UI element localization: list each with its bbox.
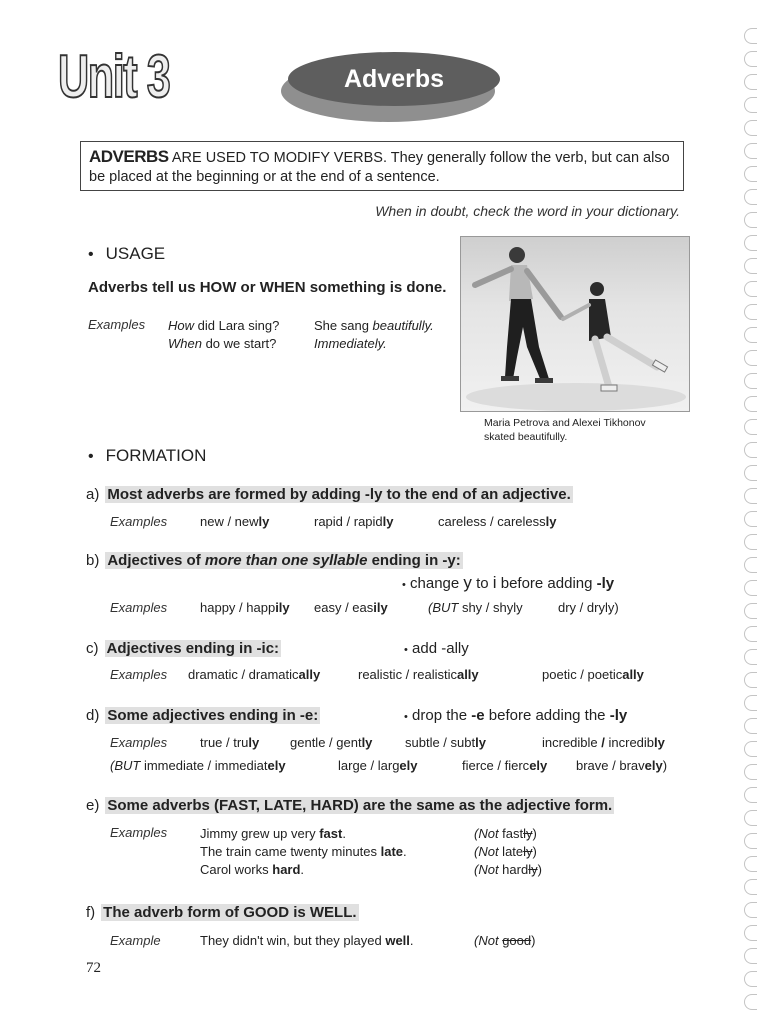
ex-base: immediate / immediat — [140, 758, 268, 773]
binding-ring — [744, 879, 757, 895]
ex-suffix: ly — [475, 735, 486, 750]
ex-suffix: ally — [298, 667, 321, 682]
rule-a-text: Most adverbs are formed by adding -ly to the end of an adjective. — [107, 486, 571, 503]
s-bold: hard — [272, 862, 301, 877]
note-mid: to — [471, 575, 493, 592]
rule-e-not-1 — [474, 825, 542, 843]
intro-text-line1: They generally follow the verb, but can also — [390, 150, 670, 166]
usage-answers — [314, 317, 434, 353]
rule-c-ex2 — [358, 667, 479, 682]
rule-c-ex1 — [188, 667, 320, 682]
rule-c-ex3 — [542, 667, 644, 682]
binding-ring — [744, 787, 757, 803]
rule-d-but-3 — [462, 758, 547, 773]
caption-line-1: Maria Petrova and Alexei Tikhonov — [484, 417, 646, 429]
binding-ring — [744, 925, 757, 941]
usage-examples-label: Examples — [88, 317, 146, 332]
rule-c-text: Adjectives ending in -ic: — [106, 640, 280, 657]
ex-suffix: ily — [373, 600, 388, 615]
unit-title: Unit 3 — [58, 43, 170, 110]
ex-base: new / new — [200, 514, 259, 529]
ex-end: ) — [662, 758, 668, 773]
rule-d-text: Some adjectives ending in -e: — [107, 707, 319, 724]
usage-statement: Adverbs tell us HOW or WHEN something is done. — [88, 279, 447, 296]
but-italic: (BUT — [110, 758, 141, 773]
ex-base: gentle / gent — [290, 735, 362, 750]
rule-b-pre: Adjectives of — [107, 552, 205, 569]
binding-ring — [744, 741, 757, 757]
not-italic: (Not — [474, 844, 499, 859]
ex-suffix: ly — [248, 735, 260, 750]
ex-base: fierce / fierc — [462, 758, 530, 773]
note-pre: change — [410, 575, 464, 592]
ex-suffix: ly — [258, 514, 270, 529]
not-strike: good — [502, 933, 532, 948]
rule-e-examples-label: Examples — [110, 825, 168, 840]
rule-f-example-label: Example — [110, 933, 161, 948]
q2-rest: do we start? — [201, 336, 277, 351]
binding-ring — [744, 948, 757, 964]
binding-ring — [744, 396, 757, 412]
binding-ring — [744, 281, 757, 297]
binding-ring — [744, 28, 757, 44]
rule-d-ex4 — [542, 735, 665, 750]
s-bold: well — [385, 933, 410, 948]
intro-lead-rest: ARE USED TO MODIFY VERBS. — [171, 150, 387, 166]
binding-ring — [744, 212, 757, 228]
usage-heading — [88, 244, 165, 264]
note-post: before adding — [496, 575, 597, 592]
usage-question-1 — [168, 317, 279, 335]
topic-title: Adverbs — [343, 64, 445, 93]
bullet-icon: • — [88, 246, 94, 263]
ex-base: brave / brav — [576, 758, 645, 773]
rule-f-not — [474, 933, 535, 948]
q2-italic: When — [168, 336, 202, 351]
binding-ring — [744, 465, 757, 481]
rule-d-but-1 — [110, 758, 286, 773]
ex-base: poetic / poetic — [542, 667, 623, 682]
rule-c-label: c) — [86, 640, 99, 657]
ex-mid: incredib — [604, 735, 655, 750]
not-end: ) — [532, 826, 537, 841]
binding-ring — [744, 120, 757, 136]
rule-b-but — [428, 600, 523, 615]
q1-italic: How — [168, 318, 195, 333]
usage-heading-text: USAGE — [105, 244, 166, 263]
rule-c-note — [404, 640, 469, 657]
topic-pill — [288, 52, 500, 106]
rule-d-ex1 — [200, 735, 259, 750]
bullet-icon: • — [404, 711, 408, 723]
binding-ring — [744, 327, 757, 343]
rule-d-but-4 — [576, 758, 667, 773]
rule-e-not-2 — [474, 843, 542, 861]
rule-f-sentence — [200, 933, 414, 948]
rule-b-ex2 — [314, 600, 388, 615]
rule-f-text: The adverb form of GOOD is WELL. — [103, 904, 357, 921]
rule-e-text: Some adverbs (FAST, LATE, HARD) are the same as the adjective form. — [107, 797, 613, 814]
s-end: . — [409, 933, 414, 948]
usage-answer-2 — [314, 335, 434, 353]
bullet-icon: • — [88, 448, 94, 465]
rule-a-ex2 — [314, 514, 394, 529]
intro-text-line2: be placed at the beginning or at the end of a sentence. — [89, 169, 440, 185]
s-end: . — [403, 844, 407, 859]
not-base: fast — [498, 826, 524, 841]
ex-suffix: ly — [382, 514, 394, 529]
s-base: They didn't win, but they played — [200, 933, 386, 948]
binding-ring — [744, 189, 757, 205]
rule-e-label: e) — [86, 797, 100, 814]
s-end: . — [342, 826, 346, 841]
rule-f — [86, 904, 359, 921]
binding-ring — [744, 97, 757, 113]
ex-slash: / — [601, 735, 605, 750]
rule-c-examples-label: Examples — [110, 667, 168, 682]
ex-suffix: ely — [529, 758, 548, 773]
ex-base: incredible — [542, 735, 602, 750]
s-bold: fast — [319, 826, 343, 841]
rule-c — [86, 640, 281, 657]
usage-questions — [168, 317, 279, 353]
s-end: . — [300, 862, 305, 877]
rule-b-label: b) — [86, 552, 100, 569]
rule-e — [86, 797, 614, 814]
binding-ring — [744, 856, 757, 872]
binding-ring — [744, 695, 757, 711]
s-base: The train came twenty minutes — [200, 844, 381, 859]
ex-base: dramatic / dramatic — [188, 667, 299, 682]
ex-suffix: ely — [644, 758, 663, 773]
ex-suffix: ly — [654, 735, 665, 750]
ex-suffix: ly — [545, 514, 557, 529]
rule-b — [86, 552, 463, 569]
ex-base: happy / happ — [200, 600, 276, 615]
formation-heading-text: FORMATION — [105, 446, 207, 465]
binding-ring — [744, 764, 757, 780]
formation-heading — [88, 446, 206, 466]
binding-ring — [744, 304, 757, 320]
not-strike: ly — [528, 862, 538, 877]
binding-ring — [744, 166, 757, 182]
a1-plain: She sang — [314, 318, 373, 333]
rule-e-sentence-3 — [200, 861, 407, 879]
usage-answer-1 — [314, 317, 434, 335]
not-end: ) — [537, 862, 542, 877]
rule-a-ex3 — [438, 514, 557, 529]
binding-ring — [744, 833, 757, 849]
photo-caption — [484, 416, 684, 444]
note-ly: -ly — [596, 575, 615, 592]
intro-lead-word: ADVERBS — [89, 147, 169, 166]
dictionary-note: When in doubt, check the word in your dictionary. — [375, 203, 680, 219]
not-italic: (Not — [474, 933, 499, 948]
ex-base: careless / careless — [438, 514, 546, 529]
but-italic: (BUT — [428, 600, 459, 615]
not-base: hard — [498, 862, 529, 877]
binding-ring — [744, 672, 757, 688]
ex-base: rapid / rapid — [314, 514, 383, 529]
intro-box — [80, 141, 684, 191]
a1-italic: beautifully. — [372, 318, 434, 333]
binding-ring — [744, 258, 757, 274]
ex-suffix: ely — [267, 758, 286, 773]
note-i: i — [492, 573, 497, 592]
ex-suffix: ally — [622, 667, 644, 682]
rule-e-sentence-1 — [200, 825, 407, 843]
rule-d-ex2 — [290, 735, 372, 750]
skaters-illustration — [461, 237, 690, 412]
binding-ring — [744, 511, 757, 527]
ex-suffix: ely — [399, 758, 418, 773]
binding-ring — [744, 350, 757, 366]
note-ly: -ly — [609, 707, 628, 724]
rule-b-examples-label: Examples — [110, 600, 168, 615]
ex-base: realistic / realistic — [358, 667, 457, 682]
rule-e-sentences — [200, 825, 407, 879]
rule-d-examples-label: Examples — [110, 735, 168, 750]
binding-ring — [744, 442, 757, 458]
binding-ring — [744, 902, 757, 918]
rule-e-nots — [474, 825, 542, 879]
binding-ring — [744, 810, 757, 826]
ex-suffix: ally — [456, 667, 479, 682]
skaters-photo — [460, 236, 690, 412]
not-end: ) — [532, 844, 537, 859]
binding-ring — [744, 373, 757, 389]
usage-question-2 — [168, 335, 279, 353]
rule-b-italic: more than one syllable — [204, 552, 368, 569]
rule-b-ex1 — [200, 600, 290, 615]
rule-d-note — [404, 707, 627, 724]
rule-b-note — [402, 573, 614, 593]
page-number: 72 — [86, 960, 101, 976]
rule-a — [86, 486, 573, 503]
s-base: Jimmy grew up very — [200, 826, 320, 841]
binding-ring — [744, 51, 757, 67]
ex-base: large / larg — [338, 758, 400, 773]
binding-ring — [744, 971, 757, 987]
binding-ring — [744, 74, 757, 90]
binding-ring — [744, 580, 757, 596]
but-rest-1: shy / shyly — [458, 600, 523, 615]
note-post: before adding the — [484, 707, 610, 724]
binding-ring — [744, 649, 757, 665]
binding-ring — [744, 143, 757, 159]
not-strike: ly — [523, 826, 533, 841]
rule-d-but-2 — [338, 758, 418, 773]
note-pre: drop the — [412, 707, 472, 724]
ex-suffix: ly — [361, 735, 373, 750]
rule-e-not-3 — [474, 861, 542, 879]
ex-base: true / tru — [200, 735, 249, 750]
binding-ring — [744, 994, 757, 1010]
rule-c-note-text: add -ally — [412, 640, 469, 657]
binding-ring — [744, 626, 757, 642]
note-e: -e — [471, 707, 485, 724]
rule-d-label: d) — [86, 707, 100, 724]
bullet-icon: • — [404, 644, 408, 656]
rule-b-post: ending in -y: — [367, 552, 461, 569]
ex-base: subtle / subt — [405, 735, 476, 750]
binding-ring — [744, 557, 757, 573]
not-italic: (Not — [474, 862, 499, 877]
rule-e-sentence-2 — [200, 843, 407, 861]
rule-a-label: a) — [86, 486, 100, 503]
binding-ring — [744, 534, 757, 550]
rule-b-but-2: dry / dryly) — [558, 600, 619, 615]
not-base: late — [498, 844, 524, 859]
a2-italic: Immediately. — [314, 336, 387, 351]
s-base: Carol works — [200, 862, 273, 877]
binding-ring — [744, 488, 757, 504]
ex-suffix: ily — [275, 600, 290, 615]
q1-rest: did Lara sing? — [194, 318, 280, 333]
rule-a-examples-label: Examples — [110, 514, 168, 529]
ex-base: easy / eas — [314, 600, 374, 615]
note-y: y — [463, 573, 472, 592]
binding-ring — [744, 235, 757, 251]
not-italic: (Not — [474, 826, 499, 841]
rule-d — [86, 707, 320, 724]
bullet-icon: • — [402, 579, 406, 591]
s-bold: late — [380, 844, 404, 859]
rule-d-ex3 — [405, 735, 486, 750]
binding-ring — [744, 419, 757, 435]
not-end: ) — [531, 933, 536, 948]
rule-f-label: f) — [86, 904, 96, 921]
binding-ring — [744, 603, 757, 619]
rule-a-ex1 — [200, 514, 269, 529]
not-strike: ly — [523, 844, 533, 859]
binding-ring — [744, 718, 757, 734]
caption-line-2: skated beautifully. — [484, 431, 568, 443]
